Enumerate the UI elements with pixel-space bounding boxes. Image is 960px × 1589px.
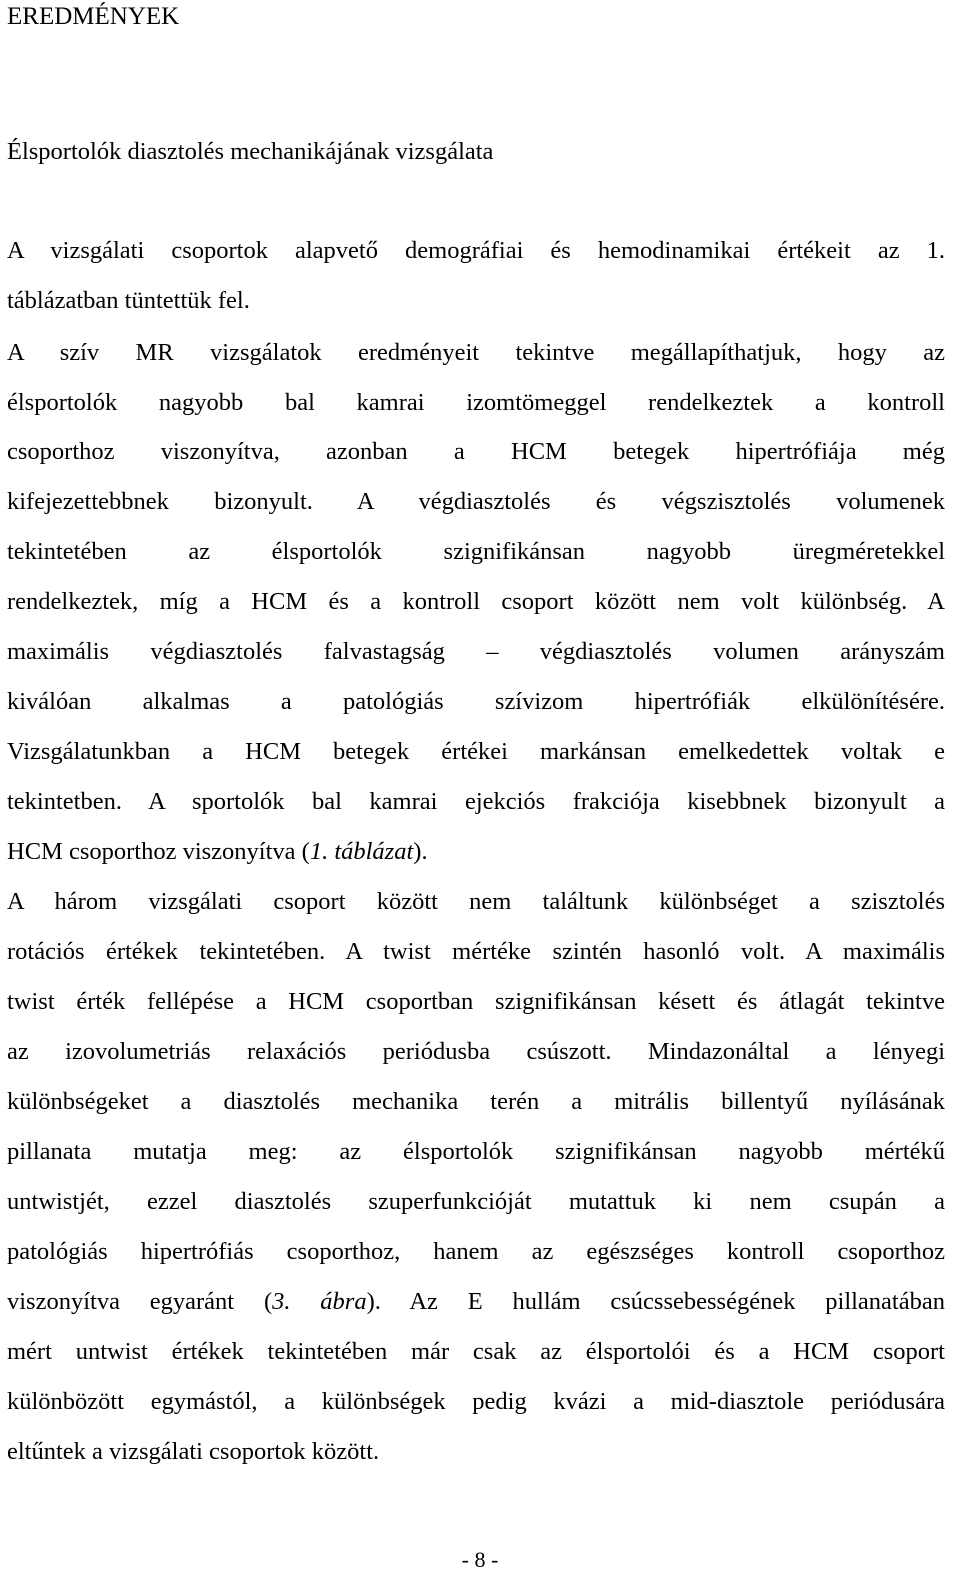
text-segment: viszonyítva egyaránt (: [7, 1288, 273, 1315]
text-line: A vizsgálati csoportok alapvető demográfiai és hemodinamikai értékeit az 1.: [7, 237, 945, 264]
text-line: különbözött egymástól, a különbségek pedig kvázi a mid-diasztole periódusára: [7, 1388, 945, 1415]
text-line: untwistjét, ezzel diasztolés szuperfunkcióját mutattuk ki nem csupán a: [7, 1188, 945, 1215]
figure-reference: 3. ábra: [272, 1288, 367, 1315]
text-line: kifejezettebbnek bizonyult. A végdiasztolés és végszisztolés volumenek: [7, 488, 945, 515]
text-segment: ).: [413, 838, 428, 865]
text-line: [7, 1287, 945, 1317]
text-line: kiválóan alkalmas a patológiás szívizom hipertrófiák elkülönítésére.: [7, 688, 945, 715]
page-heading: EREDMÉNYEK: [7, 3, 180, 30]
section-title: Élsportolók diasztolés mechanikájának vizsgálata: [7, 138, 494, 165]
text-line: patológiás hipertrófiás csoporthoz, hanem az egészséges kontroll csoporthoz: [7, 1238, 945, 1265]
text-line: rendelkeztek, míg a HCM és a kontroll csoport között nem volt különbség. A: [7, 588, 945, 615]
text-line: twist érték fellépése a HCM csoportban szignifikánsan késett és átlagát tekintve: [7, 988, 945, 1015]
text-line: A szív MR vizsgálatok eredményeit tekintve megállapíthatjuk, hogy az: [7, 339, 945, 366]
text-segment: HCM csoporthoz viszonyítva (: [7, 838, 310, 865]
text-line: csoporthoz viszonyítva, azonban a HCM betegek hipertrófiája még: [7, 438, 945, 465]
text-segment: ). Az E hullám csúcssebességének pillanatában: [366, 1288, 945, 1315]
text-line: táblázatban tüntettük fel.: [7, 287, 250, 314]
table-reference: 1. táblázat: [309, 838, 414, 865]
text-line: maximális végdiasztolés falvastagság – végdiasztolés volumen arányszám: [7, 638, 945, 665]
text-line: tekintetben. A sportolók bal kamrai ejekciós frakciója kisebbnek bizonyult a: [7, 788, 945, 815]
text-line: rotációs értékek tekintetében. A twist mértéke szintén hasonló volt. A maximális: [7, 938, 945, 965]
text-line: pillanata mutatja meg: az élsportolók szignifikánsan nagyobb mértékű: [7, 1138, 945, 1165]
text-line: élsportolók nagyobb bal kamrai izomtömeggel rendelkeztek a kontroll: [7, 389, 945, 416]
text-line: mért untwist értékek tekintetében már csak az élsportolói és a HCM csoport: [7, 1338, 945, 1365]
text-line: Vizsgálatunkban a HCM betegek értékei markánsan emelkedettek voltak e: [7, 738, 945, 765]
text-line: [7, 837, 428, 867]
page-number: - 8 -: [461, 1547, 499, 1572]
text-line: tekintetében az élsportolók szignifikánsan nagyobb üregméretekkel: [7, 538, 945, 565]
text-line: különbségeket a diasztolés mechanika terén a mitrális billentyű nyílásának: [7, 1088, 945, 1115]
text-line: A három vizsgálati csoport között nem találtunk különbséget a szisztolés: [7, 888, 945, 915]
text-line: eltűntek a vizsgálati csoportok között.: [7, 1438, 380, 1465]
text-line: az izovolumetriás relaxációs periódusba csúszott. Mindazonáltal a lényegi: [7, 1038, 945, 1065]
